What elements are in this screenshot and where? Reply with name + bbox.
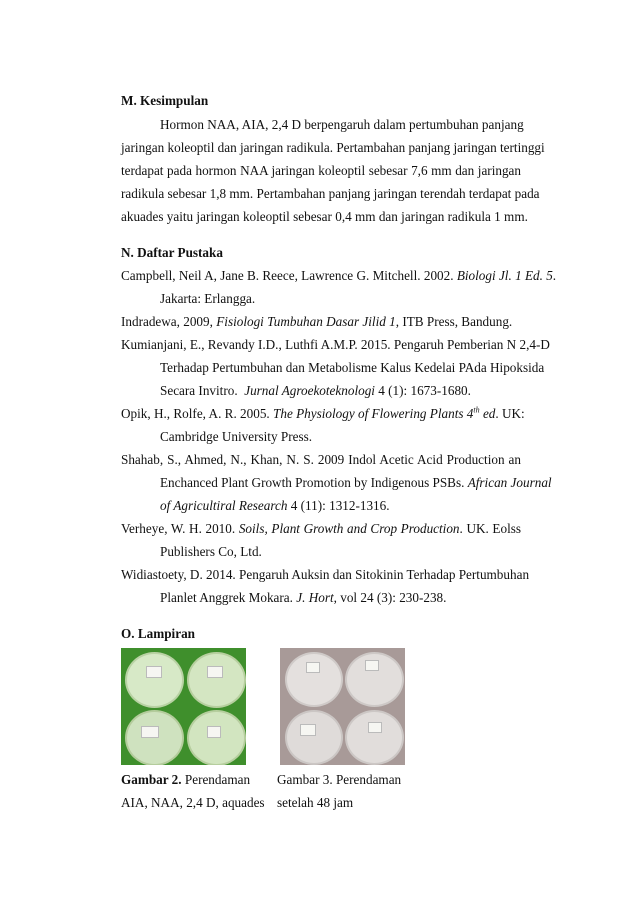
reference-text: , vol 24 (3): 230-238. bbox=[333, 590, 447, 605]
caption-gambar-2 bbox=[121, 772, 250, 788]
reference-text: Opik, H., Rolfe, A. R. 2005. bbox=[121, 406, 270, 421]
reference-indradewa bbox=[121, 313, 521, 331]
reference-verheye bbox=[121, 520, 521, 538]
caption-gambar-3: Gambar 3. Perendaman bbox=[277, 772, 402, 787]
reference-campbell bbox=[121, 267, 557, 285]
reference-text: Campbell, Neil A, Jane B. Reece, Lawrence G. Mitchell. 2002. bbox=[121, 268, 454, 283]
dish-label bbox=[207, 726, 221, 738]
reference-text: Secara Invitro. bbox=[160, 383, 238, 398]
reference-title: Biologi Jl. 1 Ed. 5 bbox=[456, 268, 553, 283]
dish-label bbox=[368, 722, 382, 733]
photo-perendaman-48-jam bbox=[280, 648, 405, 765]
reference-kumianjani-cont2 bbox=[160, 382, 521, 400]
reference-title: Fisiologi Tumbuhan Dasar Jilid 1 bbox=[216, 314, 396, 329]
reference-widiastoety: Widiastoety, D. 2014. Pengaruh Auksin dan Sitokinin Terhadap Pertumbuhan bbox=[121, 567, 530, 582]
reference-text: . UK: bbox=[495, 406, 525, 421]
reference-kumianjani: Kumianjani, E., Revandy I.D., Luthfi A.M.P. 2015. Pengaruh Pemberian N 2,4-D bbox=[121, 337, 550, 352]
reference-widiastoety-cont bbox=[160, 589, 521, 607]
reference-title: ed bbox=[482, 406, 496, 421]
reference-opik-cont: Cambridge University Press. bbox=[160, 429, 313, 444]
heading-kesimpulan: M. Kesimpulan bbox=[121, 93, 209, 108]
reference-text: Planlet Anggrek Mokara. bbox=[160, 590, 293, 605]
reference-shahab-cont bbox=[160, 474, 552, 492]
reference-text: Enchanced Plant Growth Promotion by Indigenous PSBs. bbox=[160, 475, 465, 490]
heading-daftar-pustaka: N. Daftar Pustaka bbox=[121, 245, 223, 260]
caption-text: Perendaman bbox=[181, 772, 251, 787]
dish-label bbox=[306, 662, 320, 673]
dish-label bbox=[141, 726, 159, 738]
caption-gambar-3-line-2: setelah 48 jam bbox=[277, 795, 354, 810]
photo-perendaman-aia-naa bbox=[121, 648, 246, 765]
kesimpulan-line-3: terdapat pada hormon NAA jaringan koleoptil sebesar 7,6 mm dan jaringan bbox=[121, 163, 521, 178]
reference-text: 4 (1): 1673-1680. bbox=[378, 383, 471, 398]
reference-journal: of Agricultiral Research bbox=[160, 498, 288, 513]
reference-kumianjani-cont: Terhadap Pertumbuhan dan Metabolisme Kalus Kedelai PAda Hipoksida bbox=[160, 360, 545, 375]
caption-gambar-2-line-2: AIA, NAA, 2,4 D, aquades bbox=[121, 795, 265, 810]
petri-dish bbox=[187, 652, 246, 708]
heading-lampiran: O. Lampiran bbox=[121, 626, 196, 641]
dish-label bbox=[207, 666, 223, 678]
petri-dish bbox=[285, 652, 343, 707]
dish-label bbox=[300, 724, 316, 736]
kesimpulan-line-4: radikula sebesar 1,8 mm. Pertambahan panjang jaringan terendah terdapat pada bbox=[121, 186, 540, 201]
reference-text: 4 (11): 1312-1316. bbox=[290, 498, 390, 513]
dish-label bbox=[146, 666, 162, 678]
reference-journal: J. Hort bbox=[296, 590, 334, 605]
petri-dish bbox=[345, 710, 404, 765]
reference-sup: th bbox=[473, 405, 480, 415]
reference-text: Indradewa, 2009, bbox=[121, 314, 213, 329]
dish-label bbox=[365, 660, 379, 671]
reference-campbell-cont: Jakarta: Erlangga. bbox=[160, 291, 256, 306]
petri-dish bbox=[125, 652, 184, 708]
reference-text: Verheye, W. H. 2010. bbox=[121, 521, 236, 536]
reference-shahab: Shahab, S., Ahmed, N., Khan, N. S. 2009 Indol Acetic Acid Production an bbox=[121, 452, 521, 467]
kesimpulan-line-5: akuades yaitu jaringan koleoptil sebesar 0,4 mm dan jaringan radikula 1 mm. bbox=[121, 209, 528, 224]
reference-verheye-cont: Publishers Co, Ltd. bbox=[160, 544, 262, 559]
petri-dish bbox=[285, 710, 343, 765]
kesimpulan-line-2: jaringan koleoptil dan jaringan radikula. Pertambahan panjang jaringan tertinggi bbox=[121, 140, 545, 155]
reference-journal: African Journal bbox=[467, 475, 552, 490]
caption-label: Gambar 2. bbox=[121, 772, 182, 787]
reference-opik bbox=[121, 405, 525, 423]
reference-shahab-cont2 bbox=[160, 497, 521, 515]
reference-text: . UK. Eolss bbox=[459, 521, 522, 536]
reference-title: The Physiology of Flowering Plants 4 bbox=[273, 406, 474, 421]
kesimpulan-line-1: Hormon NAA, AIA, 2,4 D berpengaruh dalam pertumbuhan panjang bbox=[160, 117, 524, 132]
reference-journal: Jurnal Agroekoteknologi bbox=[244, 383, 375, 398]
reference-text: , ITB Press, Bandung. bbox=[395, 314, 513, 329]
reference-text: . bbox=[552, 268, 557, 283]
reference-title: Soils, Plant Growth and Crop Production bbox=[238, 521, 460, 536]
